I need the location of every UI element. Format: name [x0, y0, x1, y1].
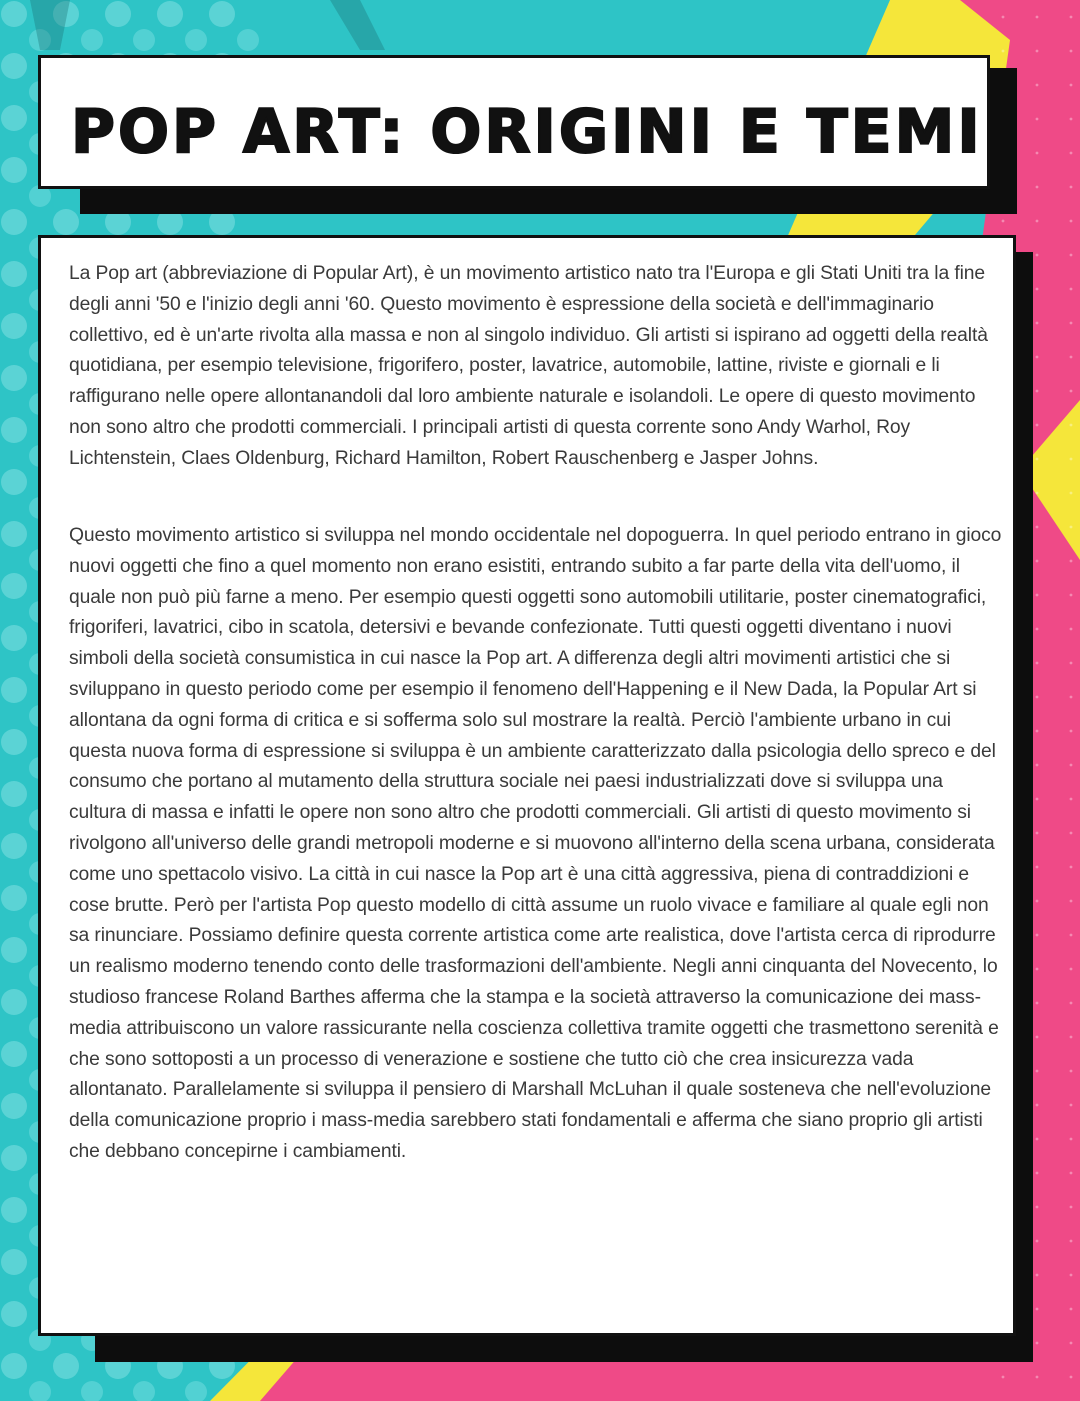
paragraph-intro: La Pop art (abbreviazione di Popular Art), è un movimento artistico nato tra l'Europa e gli Stati Uniti tra la fine degli anni '50 e l'inizio degli anni '60. Questo movimento è espressione della società e dell'immaginario collettivo, ed è un'arte rivolta alla massa e non al singolo individuo. Gli artisti si ispirano ad oggetti della realtà quotidiana, per esempio televisione, frigorifero, poster, lavatrice, automobile, lattine, riviste e giornali e li raffigurano nelle opere allontanandoli dal loro ambiente naturale e isolandoli. Le opere di questo movimento non sono altro che prodotti commerciali. I principali artisti di questa corrente sono Andy Warhol, Roy Lichtenstein, Claes Oldenburg, Richard Hamilton, Robert Rauschenberg e Jasper Johns.	[69, 263, 988, 469]
paragraph-history: Questo movimento artistico si sviluppa nel mondo occidentale nel dopoguerra. In quel periodo entrano in gioco nuovi oggetti che fino a quel momento non erano esistiti, entrando subito a far parte della vita dell'uomo, il quale non può più farne a meno. Per esempio questi oggetti sono automobili utilitarie, poster cinematografici, frigoriferi, lavatrici, cibo in scatola, detersivi e bevande confezionate. Tutti questi oggetti diventano i nuovi simboli della società consumistica in cui nasce la Pop art. A differenza degli altri movimenti artistici che si sviluppano in questo periodo come per esempio il fenomeno dell'Happening e il New Dada, la Popular Art si allontana da ogni forma di critica e si sofferma solo sul mostrare la realtà. Perciò l'ambiente urbano in cui questa nuova forma di espressione si sviluppa è un ambiente caratterizzato dalla psicologia dello spreco e del consumo che portano al mutamento della struttura sociale nei paesi industrializzati dove si sviluppa una cultura di massa e infatti le opere non sono altro che prodotti commerciali. Gli artisti di questo movimento si rivolgono all'universo delle grandi metropoli moderne e si muovono all'interno della scena urbana, considerata come uno spettacolo visivo. La città in cui nasce la Pop art è una città aggressiva, piena di contraddizioni e cose brutte. Però per l'artista Pop questo modello di città assume un ruolo vivace e familiare al quale egli non sa rinunciare. Possiamo definire questa corrente artistica come arte realistica, dove l'artista cerca di riprodurre un realismo moderno tenendo conto delle trasformazioni dell'ambiente. Negli anni cinquanta del Novecento, lo studioso francese Roland Barthes afferma che la stampa e la società attraverso la comunicazione dei mass-media attribuiscono un valore rassicurante nella coscienza collettiva tramite oggetti che trasmettono serenità e che sono sottoposti a un processo di venerazione e sostiene che tutto ciò che crea insicurezza vada allontanato. Parallelamente si sviluppa il pensiero di Marshall McLuhan il quale sosteneva che nell'evoluzione della comunicazione proprio i mass-media sarebbero stati fondamentali e afferma che siano proprio gli artisti che debbano concepirne i cambiamenti.	[69, 525, 1002, 1162]
page-title: POP ART: ORIGINI E TEMI	[71, 97, 983, 167]
title-card	[38, 55, 990, 189]
content-card	[38, 235, 1016, 1336]
